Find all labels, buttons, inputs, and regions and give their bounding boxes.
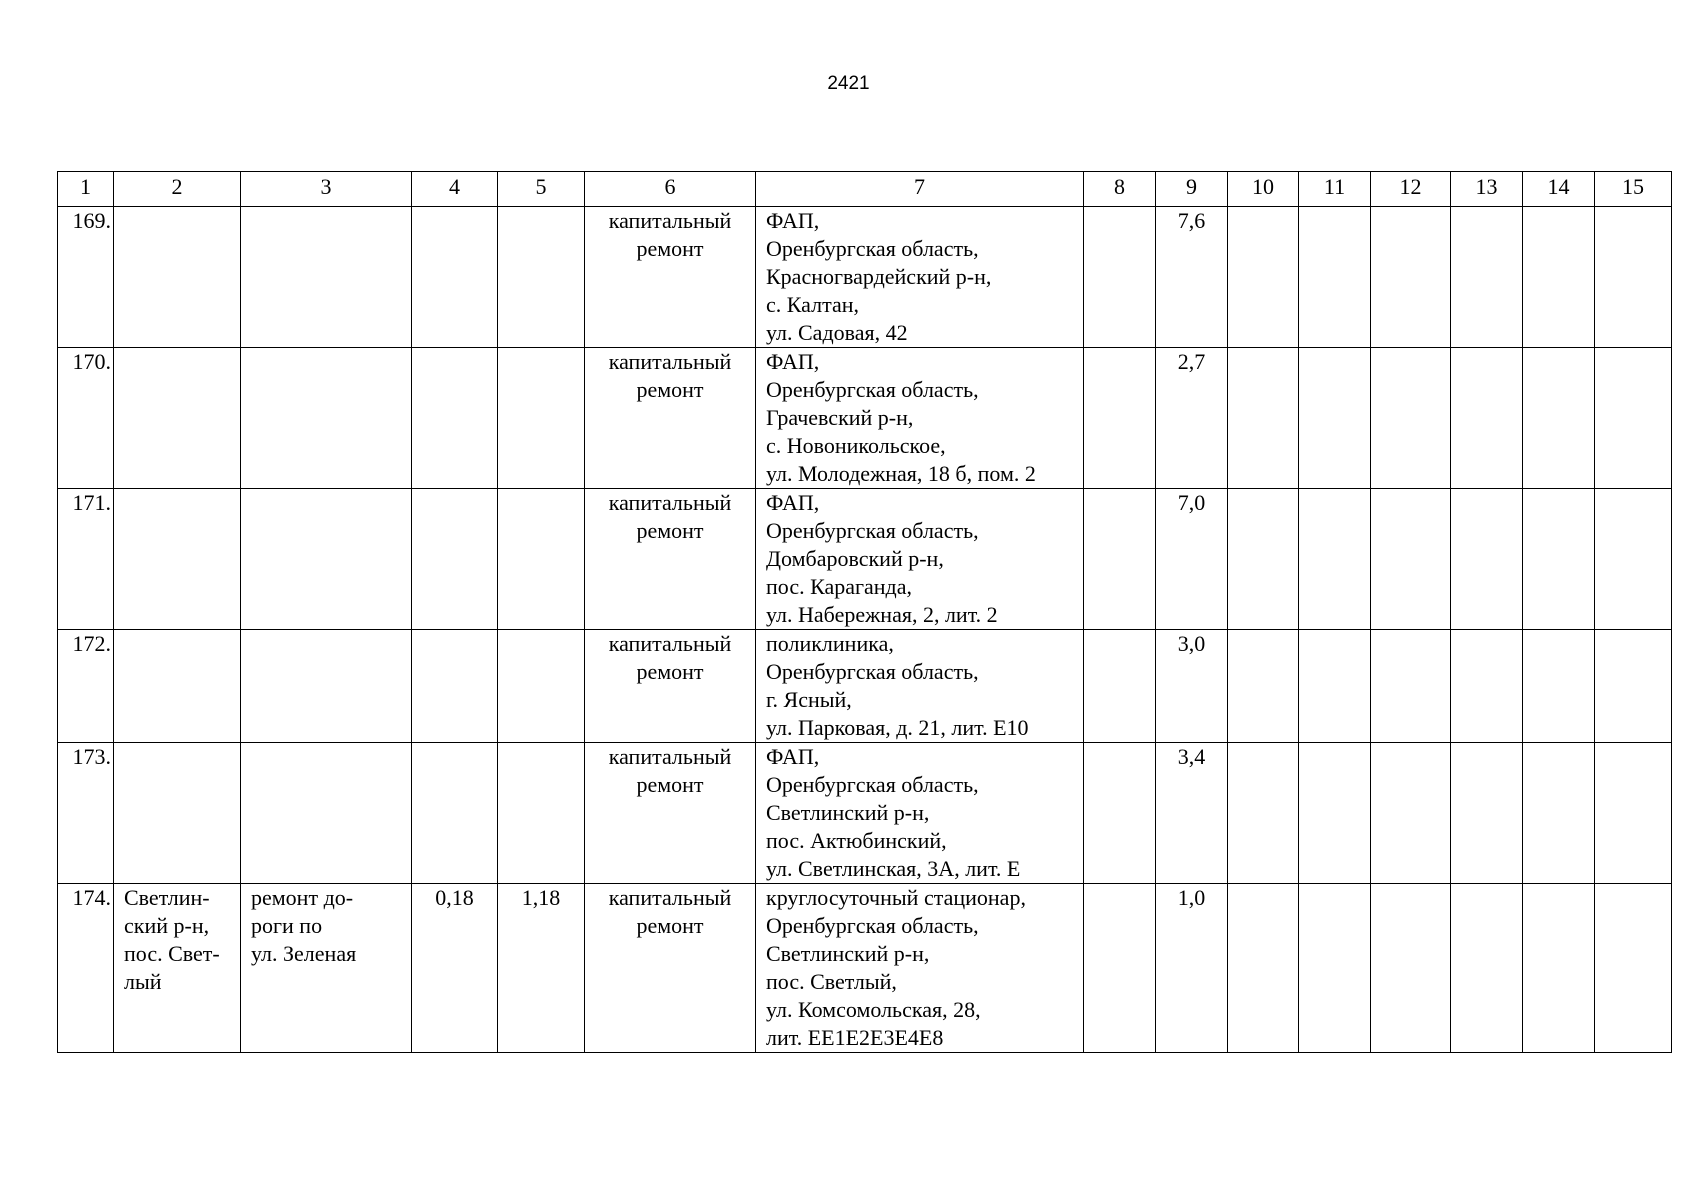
table-row (58, 630, 1672, 743)
cell-line: ул. Набережная, 2, лит. 2 (766, 602, 998, 627)
value-cell-9: 3,0 (1156, 630, 1228, 743)
object-cell (756, 489, 1084, 630)
district-cell (114, 743, 241, 884)
value-cell-4: 0,18 (412, 884, 498, 1053)
table-row (58, 348, 1672, 489)
value-cell-5 (498, 630, 585, 743)
cell-line: капитальный (608, 744, 732, 769)
cell-line: ул. Светлинская, 3А, лит. Е (766, 856, 1021, 881)
cell-line: круглосуточный стационар, (766, 885, 1026, 910)
object-cell (756, 743, 1084, 884)
cell-line: Грачевский р-н, (766, 405, 914, 430)
road-work-cell (241, 348, 412, 489)
cell-line: с. Калтан, (766, 292, 860, 317)
object-cell (756, 207, 1084, 348)
column-header: 2 (114, 172, 241, 207)
empty-cell-11 (1299, 348, 1371, 489)
table-row (58, 207, 1672, 348)
cell-line: капитальный (608, 208, 732, 233)
empty-cell-13 (1451, 743, 1523, 884)
value-cell-4 (412, 743, 498, 884)
row-number-cell: 173. (58, 743, 114, 884)
cell-line: Домбаровский р-н, (766, 546, 944, 571)
column-header: 14 (1523, 172, 1595, 207)
value-cell-9: 1,0 (1156, 884, 1228, 1053)
empty-cell-14 (1523, 348, 1595, 489)
value-cell-9: 7,6 (1156, 207, 1228, 348)
column-header: 12 (1371, 172, 1451, 207)
empty-cell-10 (1228, 884, 1299, 1053)
empty-cell-12 (1371, 207, 1451, 348)
work-type-cell (585, 743, 756, 884)
empty-cell-12 (1371, 884, 1451, 1053)
empty-cell-15 (1595, 630, 1672, 743)
empty-cell-13 (1451, 630, 1523, 743)
empty-cell-13 (1451, 207, 1523, 348)
column-header: 10 (1228, 172, 1299, 207)
empty-cell-15 (1595, 207, 1672, 348)
empty-cell-14 (1523, 884, 1595, 1053)
value-cell-8 (1084, 743, 1156, 884)
value-cell-8 (1084, 884, 1156, 1053)
cell-line: пос. Караганда, (766, 574, 913, 599)
empty-cell-11 (1299, 207, 1371, 348)
empty-cell-14 (1523, 630, 1595, 743)
cell-line: пос. Свет- (124, 941, 220, 966)
cell-line: пос. Актюбинский, (766, 828, 947, 853)
empty-cell-14 (1523, 207, 1595, 348)
road-work-cell (241, 489, 412, 630)
object-cell (756, 630, 1084, 743)
value-cell-8 (1084, 348, 1156, 489)
column-header: 11 (1299, 172, 1371, 207)
value-cell-4 (412, 489, 498, 630)
value-cell-8 (1084, 207, 1156, 348)
cell-line: ФАП, (766, 490, 820, 515)
district-cell (114, 207, 241, 348)
row-number-cell: 172. (58, 630, 114, 743)
cell-line: ул. Комсомольская, 28, (766, 997, 981, 1022)
empty-cell-11 (1299, 884, 1371, 1053)
column-header: 3 (241, 172, 412, 207)
row-number-cell: 174. (58, 884, 114, 1053)
cell-line: ремонт (636, 913, 704, 938)
cell-line: Оренбургская область, (766, 913, 979, 938)
cell-line: капитальный (608, 490, 732, 515)
road-work-cell (241, 630, 412, 743)
value-cell-9: 3,4 (1156, 743, 1228, 884)
cell-line: ремонт (636, 659, 704, 684)
empty-cell-11 (1299, 743, 1371, 884)
column-header: 5 (498, 172, 585, 207)
cell-line: ремонт (636, 772, 704, 797)
row-number-cell: 169. (58, 207, 114, 348)
cell-line: капитальный (608, 885, 732, 910)
data-table (57, 171, 1672, 1053)
cell-line: ремонт до- (251, 885, 354, 910)
value-cell-5 (498, 489, 585, 630)
page-number: 2421 (827, 73, 870, 94)
cell-line: ул. Парковая, д. 21, лит. Е10 (766, 715, 1029, 740)
cell-line: капитальный (608, 349, 732, 374)
cell-line: ский р-н, (124, 913, 210, 938)
road-work-cell (241, 884, 412, 1053)
table-row (58, 884, 1672, 1053)
value-cell-5 (498, 348, 585, 489)
column-header: 4 (412, 172, 498, 207)
cell-line: ул. Зеленая (251, 941, 357, 966)
cell-line: Оренбургская область, (766, 377, 979, 402)
empty-cell-10 (1228, 743, 1299, 884)
table-row (58, 743, 1672, 884)
table-row (58, 489, 1672, 630)
empty-cell-15 (1595, 743, 1672, 884)
work-type-cell (585, 489, 756, 630)
column-header: 6 (585, 172, 756, 207)
cell-line: ФАП, (766, 208, 820, 233)
district-cell (114, 489, 241, 630)
cell-line: лый (124, 969, 162, 994)
empty-cell-12 (1371, 743, 1451, 884)
column-header: 8 (1084, 172, 1156, 207)
table-header-row (58, 172, 1672, 207)
cell-line: пос. Светлый, (766, 969, 897, 994)
empty-cell-15 (1595, 489, 1672, 630)
district-cell (114, 630, 241, 743)
road-work-cell (241, 743, 412, 884)
cell-line: ул. Садовая, 42 (766, 320, 908, 345)
cell-line: ул. Молодежная, 18 б, пом. 2 (766, 461, 1036, 486)
empty-cell-12 (1371, 630, 1451, 743)
value-cell-9: 2,7 (1156, 348, 1228, 489)
cell-line: поликлиника, (766, 631, 894, 656)
column-header: 15 (1595, 172, 1672, 207)
value-cell-8 (1084, 489, 1156, 630)
cell-line: Светлин- (124, 885, 210, 910)
cell-line: ремонт (636, 236, 704, 261)
cell-line: капитальный (608, 631, 732, 656)
value-cell-4 (412, 207, 498, 348)
cell-line: Оренбургская область, (766, 518, 979, 543)
cell-line: ремонт (636, 377, 704, 402)
empty-cell-11 (1299, 489, 1371, 630)
cell-line: роги по (251, 913, 323, 938)
object-cell (756, 884, 1084, 1053)
empty-cell-14 (1523, 489, 1595, 630)
cell-line: лит. ЕЕ1Е2Е3Е4Е8 (766, 1025, 944, 1050)
empty-cell-14 (1523, 743, 1595, 884)
work-type-cell (585, 207, 756, 348)
column-header: 13 (1451, 172, 1523, 207)
value-cell-8 (1084, 630, 1156, 743)
empty-cell-10 (1228, 207, 1299, 348)
value-cell-5 (498, 743, 585, 884)
row-number-cell: 171. (58, 489, 114, 630)
cell-line: Красногвардейский р-н, (766, 264, 992, 289)
empty-cell-15 (1595, 884, 1672, 1053)
cell-line: г. Ясный, (766, 687, 852, 712)
district-cell (114, 884, 241, 1053)
work-type-cell (585, 348, 756, 489)
object-cell (756, 348, 1084, 489)
cell-line: ФАП, (766, 744, 820, 769)
empty-cell-10 (1228, 630, 1299, 743)
value-cell-4 (412, 630, 498, 743)
work-type-cell (585, 630, 756, 743)
cell-line: ремонт (636, 518, 704, 543)
empty-cell-12 (1371, 348, 1451, 489)
cell-line: Оренбургская область, (766, 236, 979, 261)
work-type-cell (585, 884, 756, 1053)
column-header: 9 (1156, 172, 1228, 207)
column-header: 1 (58, 172, 114, 207)
row-number-cell: 170. (58, 348, 114, 489)
cell-line: с. Новоникольское, (766, 433, 946, 458)
empty-cell-13 (1451, 348, 1523, 489)
road-work-cell (241, 207, 412, 348)
cell-line: Светлинский р-н, (766, 941, 930, 966)
column-header: 7 (756, 172, 1084, 207)
value-cell-4 (412, 348, 498, 489)
cell-line: Оренбургская область, (766, 772, 979, 797)
empty-cell-15 (1595, 348, 1672, 489)
cell-line: Оренбургская область, (766, 659, 979, 684)
empty-cell-13 (1451, 489, 1523, 630)
empty-cell-11 (1299, 630, 1371, 743)
empty-cell-10 (1228, 348, 1299, 489)
value-cell-9: 7,0 (1156, 489, 1228, 630)
value-cell-5: 1,18 (498, 884, 585, 1053)
cell-line: Светлинский р-н, (766, 800, 930, 825)
empty-cell-12 (1371, 489, 1451, 630)
value-cell-5 (498, 207, 585, 348)
cell-line: ФАП, (766, 349, 820, 374)
district-cell (114, 348, 241, 489)
empty-cell-10 (1228, 489, 1299, 630)
empty-cell-13 (1451, 884, 1523, 1053)
